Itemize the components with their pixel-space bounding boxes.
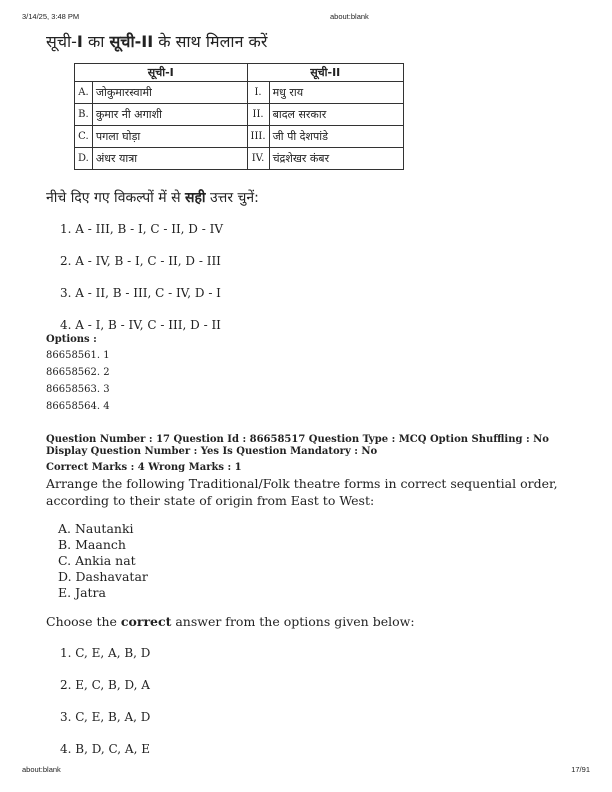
row-key-2: IV.: [247, 148, 269, 170]
match-table: [74, 63, 404, 170]
q17-option-3: 3. C, E, B, A, D: [60, 710, 151, 724]
row-value-1: अंधर यात्रा: [92, 148, 247, 170]
list-item: D. Dashavatar: [58, 569, 148, 584]
q17-option-1: 1. C, E, A, B, D: [60, 646, 151, 660]
choose-instruction-hindi: [46, 188, 259, 207]
table-row: [75, 104, 404, 126]
options-label: Options :: [46, 334, 97, 345]
row-value-2: बादल सरकार: [269, 104, 403, 126]
q17-option-4: 4. B, D, C, A, E: [60, 742, 150, 756]
title-part: के साथ मिलान करें: [153, 32, 268, 51]
row-value-2: जी पी देशपांडे: [269, 126, 403, 148]
col1-header: सूची-I: [75, 64, 248, 82]
row-value-2: मधु राय: [269, 82, 403, 104]
question-16-title: [46, 30, 267, 52]
instruction-part: उत्तर चुनें:: [205, 190, 259, 206]
row-key-1: B.: [75, 104, 93, 126]
row-value-1: कुमार नी अगाशी: [92, 104, 247, 126]
row-key-1: D.: [75, 148, 93, 170]
instruction-part: नीचे दिए गए विकल्पों में से: [46, 190, 185, 206]
q16-option-2: 2. A - IV, B - I, C - II, D - III: [60, 254, 221, 268]
row-value-1: पगला घोड़ा: [92, 126, 247, 148]
option-id: 86658564. 4: [46, 401, 110, 412]
row-value-2: चंद्रशेखर कंबर: [269, 148, 403, 170]
list-item: B. Maanch: [58, 537, 126, 552]
choose-instruction-english: [46, 614, 415, 629]
col2-header: सूची-II: [247, 64, 403, 82]
row-value-1: जोकुमारस्वामी: [92, 82, 247, 104]
match-table-header: [75, 64, 404, 82]
q17-option-2: 2. E, C, B, D, A: [60, 678, 150, 692]
option-id: 86658561. 1: [46, 350, 110, 361]
question-17-header: Question Number : 17 Question Id : 86658517 Question Type : MCQ Option Shuffling : No Display Question Number : Yes Is Question Mandatory : No: [46, 434, 549, 457]
row-key-1: C.: [75, 126, 93, 148]
title-list2: सूची-: [109, 32, 142, 51]
table-row: [75, 126, 404, 148]
q16-option-1: 1. A - III, B - I, C - II, D - IV: [60, 222, 224, 236]
title-roman-2: II: [141, 32, 154, 51]
row-key-1: A.: [75, 82, 93, 104]
print-datetime: 3/14/25, 3:48 PM: [22, 12, 80, 21]
option-id: 86658562. 2: [46, 367, 110, 378]
option-id: 86658563. 3: [46, 384, 110, 395]
instruction-part: answer from the options given below:: [171, 614, 415, 629]
question-17-marks: Correct Marks : 4 Wrong Marks : 1: [46, 462, 242, 473]
list-item: C. Ankia nat: [58, 553, 136, 568]
row-key-2: I.: [247, 82, 269, 104]
row-key-2: II.: [247, 104, 269, 126]
instruction-bold: सही: [185, 190, 206, 206]
instruction-part: Choose the: [46, 614, 121, 629]
footer-url: about:blank: [22, 765, 61, 774]
q16-option-4: 4. A - I, B - IV, C - III, D - II: [60, 318, 221, 332]
title-roman-1: I: [76, 32, 83, 51]
table-row: [75, 148, 404, 170]
page-number: 17/91: [571, 765, 590, 774]
q16-option-3: 3. A - II, B - III, C - IV, D - I: [60, 286, 221, 300]
table-row: [75, 82, 404, 104]
instruction-bold: correct: [120, 614, 172, 629]
print-url: about:blank: [330, 12, 369, 21]
title-part: सूची-: [46, 32, 77, 51]
list-item: E. Jatra: [58, 585, 106, 600]
title-part: का: [82, 32, 110, 51]
row-key-2: III.: [247, 126, 269, 148]
list-item: A. Nautanki: [58, 521, 134, 536]
question-17-text: Arrange the following Traditional/Folk theatre forms in correct sequential order, according to their state of origin from East to West:: [46, 476, 558, 508]
